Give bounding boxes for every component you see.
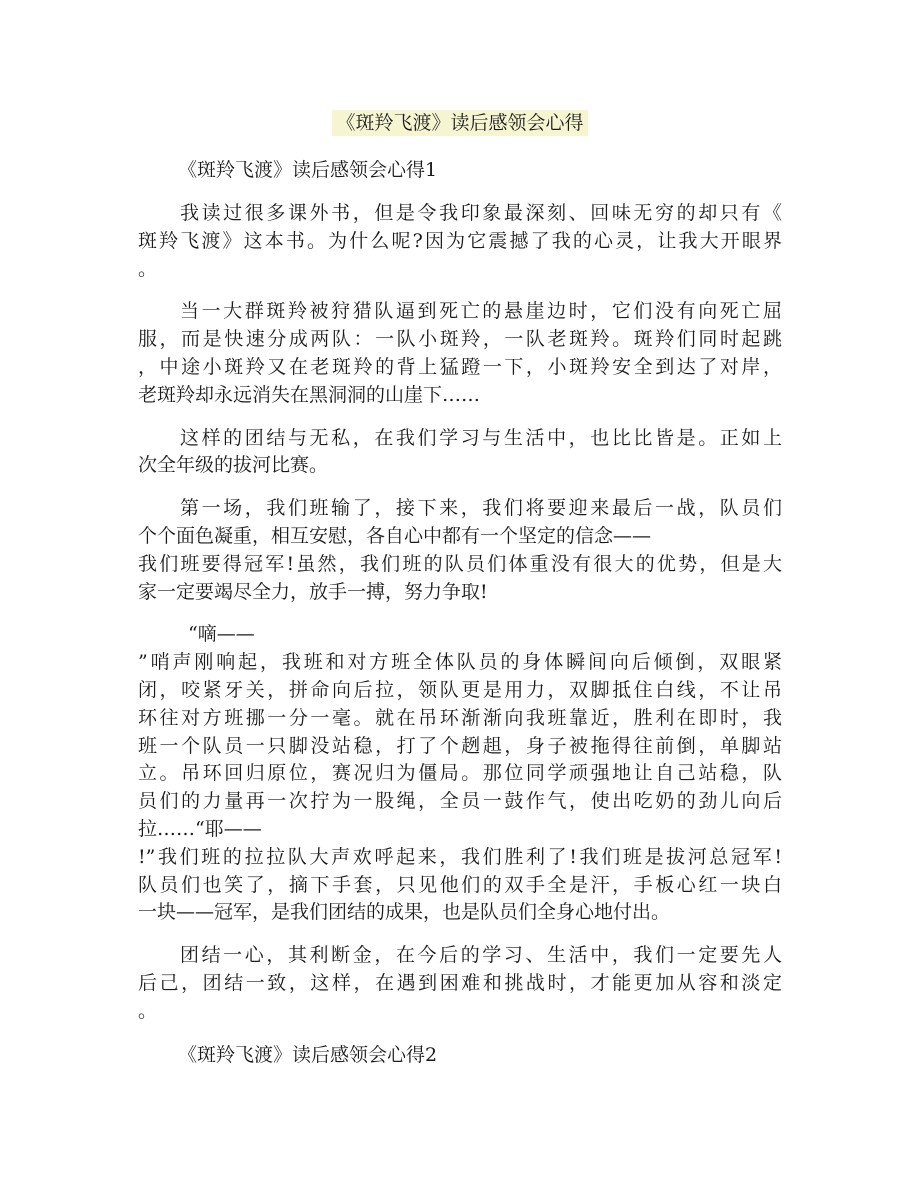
text-line: 拉……“耶—— bbox=[138, 817, 262, 840]
text-line: 这样的团结与无私，在我们学习与生活中，也比比皆是。正如上 bbox=[180, 426, 782, 449]
text-line: 员们的力量再一次拧为一股绳，全员一鼓作气，使出吃奶的劲儿向后 bbox=[138, 790, 782, 813]
text-line: “嘀—— bbox=[188, 623, 255, 646]
text-line: 老斑羚却永远消失在黑洞洞的山崖下…… bbox=[138, 383, 481, 406]
text-line: 环往对方班挪一分一毫。就在吊环渐渐向我班靠近，胜利在即时，我 bbox=[138, 706, 782, 729]
text-line: 第一场，我们班输了，接下来，我们将要迎来最后一战，队员们 bbox=[180, 497, 782, 520]
text-line: 。 bbox=[138, 257, 158, 280]
text-line: 。 bbox=[138, 999, 158, 1022]
text-line: 队员们也笑了，摘下手套，只见他们的双手全是汗，手板心红一块白 bbox=[138, 873, 782, 896]
paragraph bbox=[138, 200, 782, 283]
text-line: 闭，咬紧牙关，拼命向后拉，领队更是用力，双脚抵住白线，不让吊 bbox=[138, 678, 782, 701]
paragraph bbox=[138, 495, 782, 606]
document-title bbox=[0, 108, 920, 135]
text-line: 立。吊环回归原位，赛况归为僵局。那位同学顽强地让自己站稳，队 bbox=[138, 762, 782, 785]
text-line: 一块——冠军，是我们团结的成果，也是队员们全身心地付出。 bbox=[138, 901, 671, 924]
text-line: 服，而是快速分成两队：一队小斑羚，一队老斑羚。斑羚们同时起跳 bbox=[138, 328, 782, 351]
paragraph bbox=[138, 425, 782, 481]
paragraph bbox=[138, 942, 782, 1025]
text-line: ，中途小斑羚又在老斑羚的背上猛蹬一下，小斑羚安全到达了对岸， bbox=[138, 355, 782, 378]
text-line: ”哨声刚响起，我班和对方班全体队员的身体瞬间向后倾倒，双眼紧 bbox=[138, 651, 782, 674]
text-line: 团结一心，其利断金，在今后的学习、生活中，我们一定要先人 bbox=[180, 944, 782, 967]
text-line: 家一定要竭尽全力，放手一搏，努力争取! bbox=[138, 580, 488, 603]
text-line: 我们班要得冠军!虽然，我们班的队员们体重没有很大的优势，但是大 bbox=[138, 552, 782, 575]
text-line: 我读过很多课外书，但是令我印象最深刻、回味无穷的却只有《 bbox=[180, 202, 782, 224]
document-body bbox=[138, 156, 782, 1085]
text-line: 后己，团结一致，这样，在遇到困难和挑战时，才能更加从容和淡定 bbox=[138, 971, 782, 994]
section-heading-1: 《斑羚飞渡》读后感领会心得1 bbox=[178, 159, 438, 181]
text-line: 个个面色凝重，相互安慰，各自心中都有一个坚定的信念—— bbox=[138, 524, 652, 547]
paragraph bbox=[138, 298, 782, 409]
text-line: 次全年级的拔河比赛。 bbox=[138, 454, 329, 477]
paragraph bbox=[138, 621, 782, 927]
text-line: 当一大群斑羚被狩猎队逼到死亡的悬崖边时，它们没有向死亡屈 bbox=[180, 300, 782, 323]
text-line: !”我们班的拉拉队大声欢呼起来，我们胜利了!我们班是拔河总冠军! bbox=[138, 845, 782, 868]
text-line: 斑羚飞渡》这本书。为什么呢?因为它震撼了我的心灵，让我大开眼界 bbox=[138, 229, 782, 252]
text-line: 班一个队员一只脚没站稳，打了个趔趄，身子被拖得往前倒，单脚站 bbox=[138, 734, 782, 757]
section-heading-2: 《斑羚飞渡》读后感领会心得2 bbox=[178, 1043, 438, 1066]
title-text: 《斑羚飞渡》读后感领会心得 bbox=[332, 110, 587, 136]
